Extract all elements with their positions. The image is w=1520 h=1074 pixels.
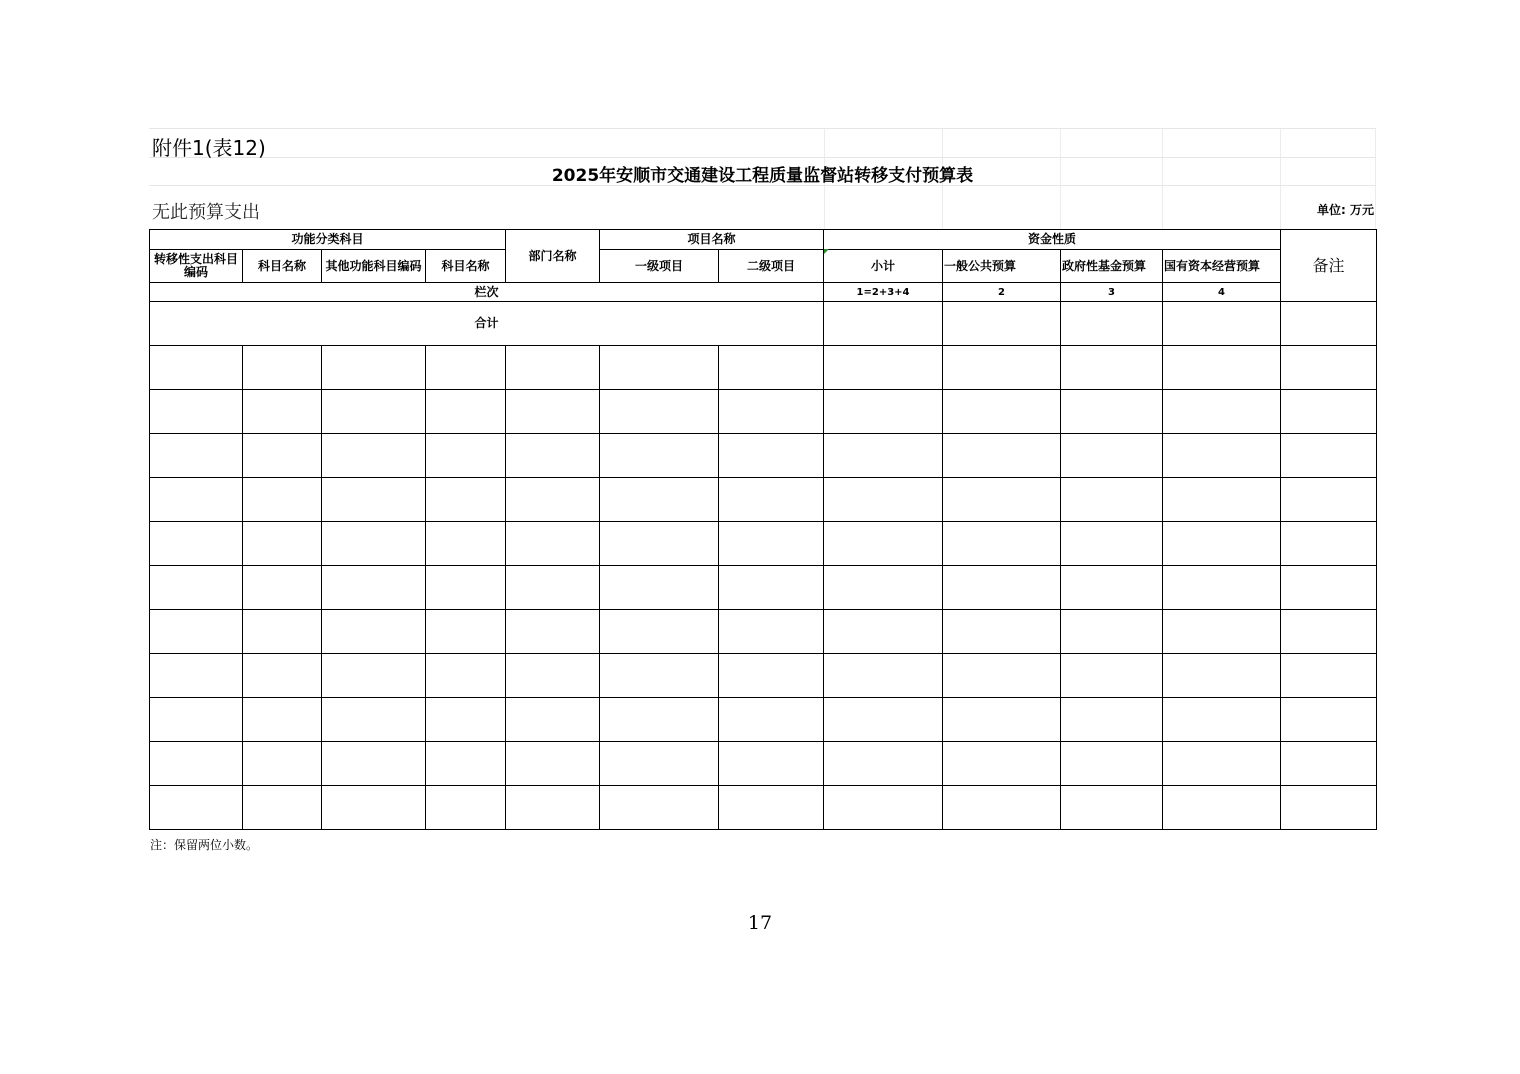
dept-name-header: 部门名称 (506, 230, 600, 283)
table-cell (1281, 654, 1377, 698)
header-row-1 (150, 230, 1377, 250)
table-cell (506, 610, 600, 654)
table-cell (322, 478, 426, 522)
table-cell (506, 742, 600, 786)
subject-name-2-header: 科目名称 (426, 250, 506, 283)
table-cell (1061, 434, 1163, 478)
table-cell (322, 346, 426, 390)
total-row (150, 302, 1377, 346)
table-cell (943, 566, 1061, 610)
column-index-subtotal: 1=2+3+4 (824, 283, 943, 302)
table-cell (322, 522, 426, 566)
state-capital-header: 国有资本经营预算 (1163, 250, 1281, 283)
column-index-2: 2 (943, 283, 1061, 302)
table-cell (824, 566, 943, 610)
table-cell (506, 390, 600, 434)
table-cell (1061, 610, 1163, 654)
table-cell (1281, 786, 1377, 830)
table-note: 注：保留两位小数。 (150, 838, 259, 852)
table-cell (150, 610, 243, 654)
table-cell (719, 566, 824, 610)
table-cell (426, 434, 506, 478)
column-index-4: 4 (1163, 283, 1281, 302)
table-cell (824, 346, 943, 390)
table-cell (243, 478, 322, 522)
table-cell (243, 346, 322, 390)
table-cell (150, 698, 243, 742)
table-cell (600, 654, 719, 698)
table-cell (150, 478, 243, 522)
table-cell (824, 742, 943, 786)
budget-table (149, 229, 1377, 830)
table-cell (150, 434, 243, 478)
table-cell (426, 566, 506, 610)
table-cell (719, 654, 824, 698)
table-cell (1281, 478, 1377, 522)
table-cell (719, 698, 824, 742)
table-cell (1163, 610, 1281, 654)
table-cell (426, 478, 506, 522)
table-cell (943, 742, 1061, 786)
table-cell (243, 698, 322, 742)
table-cell (824, 434, 943, 478)
table-cell (719, 434, 824, 478)
table-cell (719, 346, 824, 390)
table-cell (322, 698, 426, 742)
table-cell (719, 742, 824, 786)
table-cell (1163, 522, 1281, 566)
no-budget-text: 无此预算支出 (152, 202, 260, 223)
table-cell (600, 434, 719, 478)
total-label: 合计 (150, 302, 824, 346)
table-cell (1163, 302, 1281, 346)
table-cell (719, 390, 824, 434)
table-cell (943, 522, 1061, 566)
table-cell (824, 698, 943, 742)
table-cell (1163, 742, 1281, 786)
table-cell (506, 698, 600, 742)
table-row (150, 742, 1377, 786)
table-cell (1061, 698, 1163, 742)
table-cell (600, 346, 719, 390)
general-public-header: 一般公共预算 (943, 250, 1061, 283)
subject-name-header: 科目名称 (243, 250, 322, 283)
column-index-row (150, 283, 1377, 302)
table-cell (150, 346, 243, 390)
level1-project-header: 一级项目 (600, 250, 719, 283)
table-cell (506, 522, 600, 566)
table-cell (1061, 478, 1163, 522)
table-cell (1281, 390, 1377, 434)
table-cell (322, 654, 426, 698)
table-cell (1281, 434, 1377, 478)
table-cell (1061, 390, 1163, 434)
table-cell (1163, 786, 1281, 830)
table-cell (243, 522, 322, 566)
table-cell (243, 786, 322, 830)
table-cell (150, 522, 243, 566)
table-cell (1281, 346, 1377, 390)
transfer-code-header: 转移性支出科目编码 (150, 250, 243, 283)
table-row (150, 478, 1377, 522)
table-cell (322, 742, 426, 786)
table-cell (1061, 742, 1163, 786)
table-cell (1281, 566, 1377, 610)
table-cell (943, 478, 1061, 522)
functional-classification-header: 功能分类科目 (150, 230, 506, 250)
remark-header: 备注 (1281, 230, 1377, 302)
table-cell (719, 522, 824, 566)
table-cell (322, 786, 426, 830)
table-row (150, 522, 1377, 566)
table-cell (600, 390, 719, 434)
table-cell (600, 698, 719, 742)
table-cell (943, 434, 1061, 478)
table-cell (824, 390, 943, 434)
header-row-2 (150, 250, 1377, 283)
table-cell (943, 390, 1061, 434)
grid-line (149, 157, 1376, 158)
table-cell (1163, 478, 1281, 522)
table-cell (1061, 346, 1163, 390)
table-cell (943, 698, 1061, 742)
table-row (150, 654, 1377, 698)
table-cell (1061, 786, 1163, 830)
table-cell (243, 566, 322, 610)
table-cell (1163, 346, 1281, 390)
table-cell (150, 786, 243, 830)
table-cell (824, 786, 943, 830)
table-row (150, 698, 1377, 742)
table-cell (1281, 522, 1377, 566)
table-cell (1163, 390, 1281, 434)
table-cell (506, 434, 600, 478)
table-cell (506, 346, 600, 390)
table-cell (426, 786, 506, 830)
other-code-header: 其他功能科目编码 (322, 250, 426, 283)
table-cell (943, 302, 1061, 346)
page-title: 2025年安顺市交通建设工程质量监督站转移支付预算表 (551, 166, 974, 186)
table-cell (322, 566, 426, 610)
table-cell (1061, 654, 1163, 698)
table-cell (1281, 742, 1377, 786)
table-cell (943, 610, 1061, 654)
gov-fund-header: 政府性基金预算 (1061, 250, 1163, 283)
table-cell (243, 434, 322, 478)
table-cell (824, 478, 943, 522)
table-cell (719, 786, 824, 830)
fund-nature-header: 资金性质 (824, 230, 1281, 250)
table-cell (1281, 698, 1377, 742)
grid-line (149, 128, 1376, 129)
table-cell (1163, 698, 1281, 742)
table-cell (943, 786, 1061, 830)
table-cell (600, 610, 719, 654)
table-cell (426, 654, 506, 698)
table-cell (426, 698, 506, 742)
table-cell (506, 566, 600, 610)
table-cell (719, 478, 824, 522)
table-cell (600, 478, 719, 522)
table-cell (506, 478, 600, 522)
table-cell (824, 302, 943, 346)
table-cell (1281, 610, 1377, 654)
table-cell (1163, 566, 1281, 610)
table-cell (150, 654, 243, 698)
table-cell (1163, 434, 1281, 478)
page-number: 17 (747, 912, 773, 934)
table-cell (322, 610, 426, 654)
subtotal-header: 小计 (824, 250, 943, 283)
table-cell (243, 742, 322, 786)
table-cell (1061, 302, 1163, 346)
table-cell (1163, 654, 1281, 698)
table-cell (150, 742, 243, 786)
table-cell (824, 654, 943, 698)
table-cell (426, 390, 506, 434)
table-cell (719, 610, 824, 654)
table-cell (1061, 566, 1163, 610)
column-index-3: 3 (1061, 283, 1163, 302)
table-cell (943, 346, 1061, 390)
project-name-header: 项目名称 (600, 230, 824, 250)
table-cell (600, 522, 719, 566)
table-row (150, 434, 1377, 478)
table-cell (824, 610, 943, 654)
table-cell (600, 566, 719, 610)
table-cell (426, 742, 506, 786)
table-cell (1281, 302, 1377, 346)
table-cell (824, 522, 943, 566)
table-row (150, 786, 1377, 830)
table-cell (426, 522, 506, 566)
cell-comment-marker (824, 249, 829, 254)
table-cell (1061, 522, 1163, 566)
table-cell (322, 434, 426, 478)
table-row (150, 346, 1377, 390)
table-cell (322, 390, 426, 434)
table-row (150, 390, 1377, 434)
level2-project-header: 二级项目 (719, 250, 824, 283)
table-cell (600, 742, 719, 786)
table-row (150, 610, 1377, 654)
table-cell (506, 786, 600, 830)
table-cell (243, 390, 322, 434)
table-cell (426, 346, 506, 390)
table-cell (150, 566, 243, 610)
column-index-label: 栏次 (150, 283, 824, 302)
table-cell (506, 654, 600, 698)
attachment-label: 附件1(表12) (152, 136, 266, 160)
table-cell (243, 610, 322, 654)
unit-label: 单位: 万元 (1317, 203, 1374, 217)
table-cell (943, 654, 1061, 698)
table-cell (600, 786, 719, 830)
table-row (150, 566, 1377, 610)
empty-rows (150, 346, 1377, 830)
table-cell (426, 610, 506, 654)
table-cell (150, 390, 243, 434)
table-cell (243, 654, 322, 698)
